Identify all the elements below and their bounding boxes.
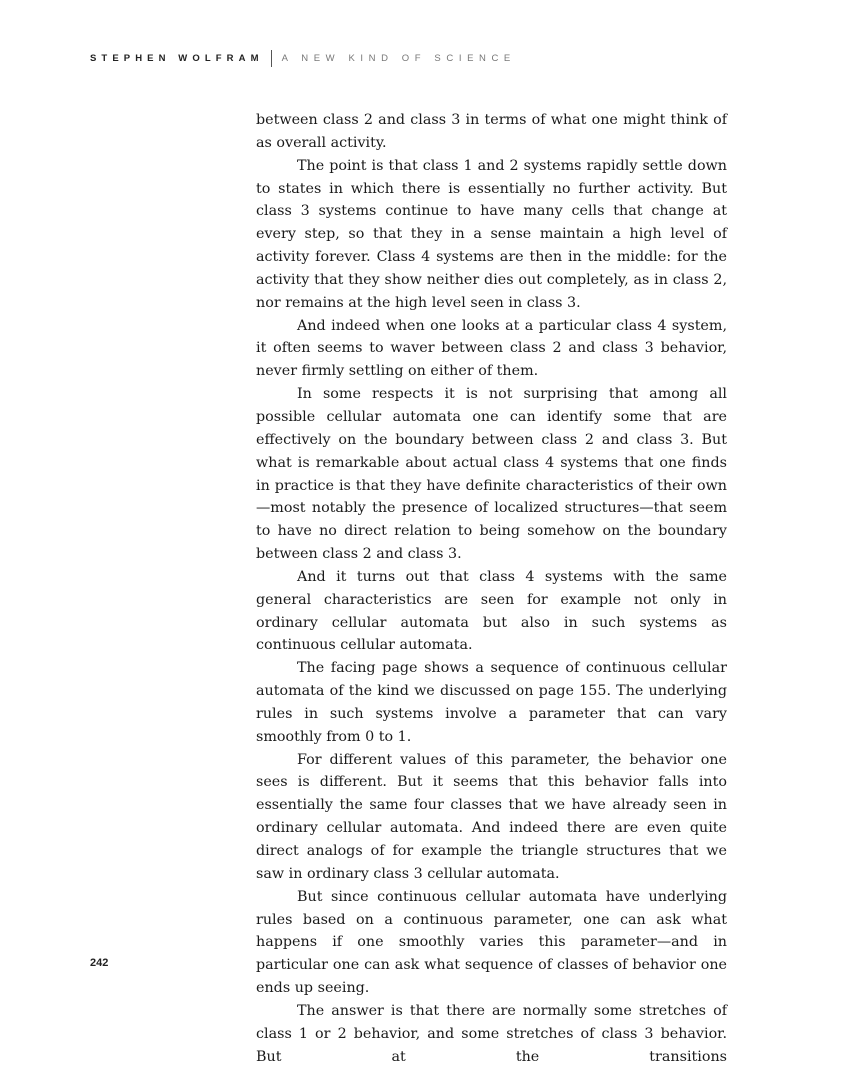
paragraph: For different values of this parameter, the behavior one sees is different. But it seems that this behavior falls into essentially the same four classes that we have already seen in ordinary cellular automata. And indeed there are even quite direct analogs of for example the triangle structures that we saw in ordinary class 3 cellular automata. [256,751,727,882]
page-number: 242 [90,957,109,969]
running-head-divider [271,50,272,67]
running-head-book-title: A NEW KIND OF SCIENCE [281,52,516,64]
paragraph-continues: The answer is that there are normally some stretches of class 1 or 2 behavior, and some stretches of class 3 behavior. But at the transitions [256,1002,727,1065]
paragraph: The facing page shows a sequence of continuous cellular automata of the kind we discussed on page 155. The underlying rules in such systems involve a parameter that can vary smoothly from 0 to 1. [256,660,727,745]
body-text [256,109,727,1068]
paragraph: And it turns out that class 4 systems with the same general characteristics are seen for example not only in ordinary cellular automata but also in such systems as continuous cellular automata. [256,568,727,654]
running-head [90,49,516,67]
running-head-author: STEPHEN WOLFRAM [90,52,264,64]
paragraph: And indeed when one looks at a particular class 4 system, it often seems to waver between class 2 and class 3 behavior, never firmly settling on either of them. [256,317,727,380]
paragraph-continued: between class 2 and class 3 in terms of what one might think of as overall activity. [256,112,727,151]
paragraph: But since continuous cellular automata have underlying rules based on a continuous parameter, one can ask what happens if one smoothly varies this parameter—and in particular one can ask what sequence of classes of behavior one ends up seeing. [256,888,727,997]
paragraph: In some respects it is not surprising that among all possible cellular automata one can identify some that are effectively on the boundary between class 2 and class 3. But what is remarkable about actual class 4 systems that one finds in practice is that they have definite characteristics of their own—most notably the presence of localized structures—that seem to have no direct relation to being somehow on the boundary between class 2 and class 3. [256,386,727,563]
paragraph: The point is that class 1 and 2 systems rapidly settle down to states in which there is essentially no further activity. But class 3 systems continue to have many cells that change at every step, so that they in a sense maintain a high level of activity forever. Class 4 systems are then in the middle: for the activity that they show neither dies out completely, as in class 2, nor remains at the high level seen in class 3. [256,157,727,311]
